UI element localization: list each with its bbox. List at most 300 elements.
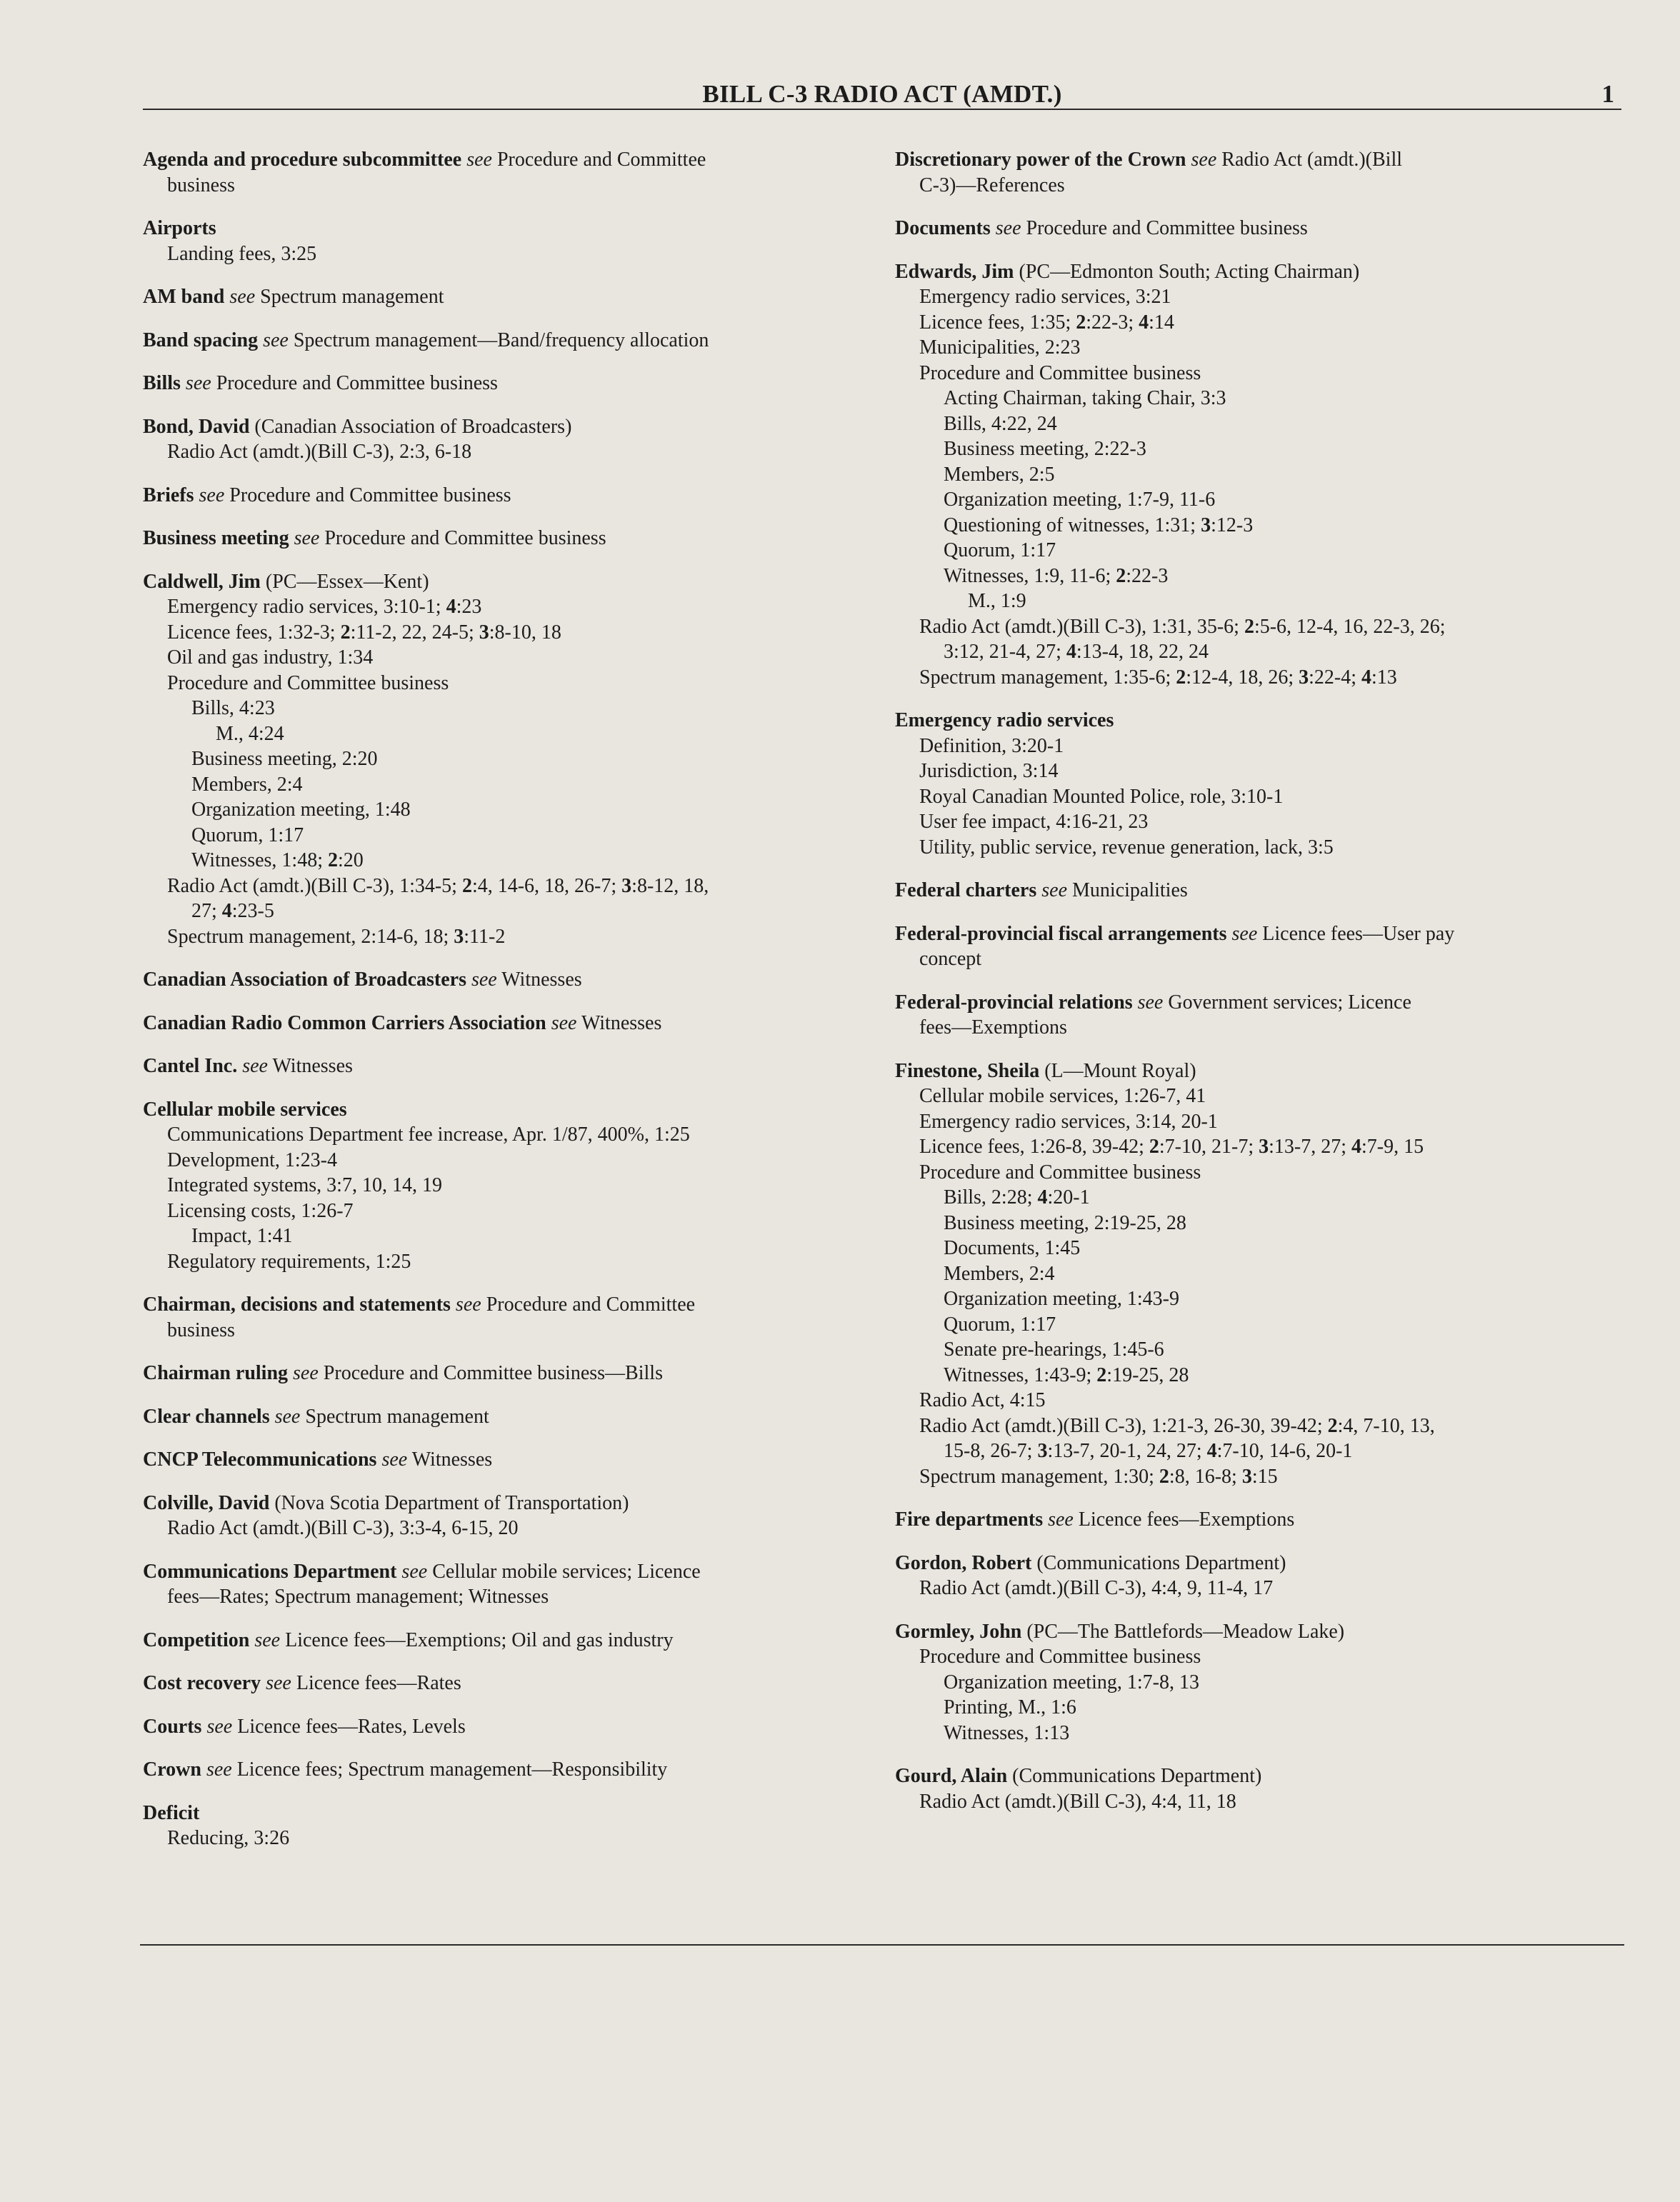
entry-text: Landing fees, 3:25 — [167, 242, 317, 265]
entry-text: Witnesses — [407, 1448, 493, 1471]
entry-text: 2 — [1244, 615, 1254, 638]
entry-text: Reducing, 3:26 — [167, 1827, 290, 1849]
see-reference: see — [229, 286, 256, 308]
entry-text: Printing, M., 1:6 — [944, 1696, 1076, 1718]
entry-text: Royal Canadian Mounted Police, role, 3:10-1 — [919, 785, 1284, 808]
entry-text: Radio Act (amdt.)(Bill C-3), 3:3-4, 6-15, 20 — [167, 1517, 519, 1539]
entry-text: Licence fees—Rates, Levels — [232, 1715, 466, 1738]
entry-text: 3 — [1299, 666, 1309, 689]
entry-text: Canadian Radio Common Carriers Association — [143, 1011, 546, 1034]
entry-text: Radio Act (amdt.)(Bill — [1216, 149, 1403, 171]
entry-text: Cellular mobile services; Licence — [427, 1560, 701, 1583]
see-reference: see — [401, 1560, 428, 1583]
footer-rule — [140, 1944, 1624, 1946]
entry-text: Licence fees, 1:35; — [919, 311, 1076, 334]
entry-text: Municipalities — [1067, 879, 1188, 901]
entry-text: :11-2, 22, 24-5; — [350, 621, 479, 644]
entry-text: Utility, public service, revenue generation, lack, 3:5 — [919, 836, 1334, 859]
index-heading — [895, 1059, 1624, 1084]
entry-text: :22-4; — [1309, 666, 1362, 689]
entry-text: Business meeting, 2:22-3 — [944, 438, 1146, 460]
index-subentry — [895, 1236, 1624, 1261]
index-subentry — [143, 439, 879, 465]
entry-text: :4, 7-10, 13, — [1337, 1414, 1435, 1437]
index-subentry — [895, 1464, 1624, 1490]
index-subentry — [143, 823, 879, 849]
entry-text: Procedure and Committee business — [224, 484, 511, 506]
entry-text: (Nova Scotia Department of Transportation) — [269, 1491, 629, 1514]
entry-text: Federal charters — [895, 879, 1037, 901]
entry-text: Federal-provincial fiscal arrangements — [895, 922, 1227, 945]
entry-text: M., 1:9 — [968, 590, 1026, 612]
index-entry — [143, 1447, 879, 1473]
entry-text: :20 — [337, 849, 364, 871]
entry-text: :13 — [1371, 666, 1397, 689]
index-entry — [143, 1757, 879, 1783]
index-entry — [143, 1714, 879, 1740]
entry-text: 2 — [461, 874, 472, 897]
index-entry — [895, 1763, 1624, 1814]
index-heading — [143, 483, 879, 509]
index-subentry — [895, 411, 1624, 437]
index-column-left — [143, 147, 879, 1869]
entry-text: M., 4:24 — [216, 722, 284, 745]
entry-text: Radio Act (amdt.)(Bill C-3), 1:31, 35-6; — [919, 615, 1244, 638]
index-subentry — [895, 462, 1624, 488]
index-entry — [143, 483, 879, 509]
index-entry — [143, 569, 879, 950]
index-subentry — [143, 1318, 879, 1343]
index-entry — [895, 1507, 1624, 1533]
entry-text: 3 — [454, 925, 464, 948]
index-entry — [143, 1292, 879, 1343]
see-reference: see — [466, 149, 492, 171]
entry-text: Licence fees, 1:26-8, 39-42; — [919, 1136, 1149, 1158]
index-subentry — [895, 1695, 1624, 1721]
index-subentry — [143, 899, 879, 924]
entry-text: Emergency radio services, 3:10-1; — [167, 596, 446, 618]
index-heading — [895, 1619, 1624, 1645]
index-subentry — [895, 1015, 1624, 1041]
index-entry — [143, 526, 879, 551]
entry-text: Crown — [143, 1758, 201, 1781]
index-subentry — [143, 1826, 879, 1851]
entry-text: 3 — [1241, 1465, 1252, 1488]
entry-text: Cost recovery — [143, 1672, 261, 1694]
entry-text: 2 — [340, 621, 351, 644]
index-heading — [143, 569, 879, 595]
entry-text: :13-4, 18, 22, 24 — [1076, 641, 1209, 663]
index-subentry — [143, 696, 879, 721]
index-subentry — [143, 594, 879, 620]
entry-text: User fee impact, 4:16-21, 23 — [919, 811, 1149, 833]
entry-text — [289, 527, 294, 549]
entry-text: Quorum, 1:17 — [944, 539, 1056, 561]
index-subentry — [895, 1721, 1624, 1746]
entry-text: Licence fees; Spectrum management—Responsibility — [231, 1758, 668, 1781]
see-reference: see — [381, 1448, 408, 1471]
index-subentry — [143, 1173, 879, 1198]
index-entry — [143, 328, 879, 354]
entry-text: Procedure and Committee — [481, 1293, 696, 1316]
index-entry — [143, 1054, 879, 1079]
index-subentry — [143, 1148, 879, 1173]
index-subentry — [895, 1789, 1624, 1815]
entry-text: business — [167, 174, 235, 196]
entry-text: Radio Act (amdt.)(Bill C-3), 4:4, 11, 18 — [919, 1790, 1236, 1813]
entry-text: Radio Act (amdt.)(Bill C-3), 2:3, 6-18 — [167, 441, 472, 463]
index-heading — [143, 371, 879, 396]
index-subentry — [895, 1160, 1624, 1186]
entry-text — [546, 1012, 551, 1034]
index-entry — [143, 284, 879, 310]
index-subentry — [895, 1312, 1624, 1338]
index-entry — [895, 147, 1624, 198]
entry-text: Integrated systems, 3:7, 10, 14, 19 — [167, 1174, 442, 1196]
entry-text: (Communications Department) — [1031, 1551, 1286, 1574]
entry-text: :4, 14-6, 18, 26-7; — [471, 874, 622, 897]
entry-text: Deficit — [143, 1801, 200, 1824]
entry-text: 4 — [1066, 641, 1076, 663]
entry-text — [181, 372, 186, 394]
index-subentry — [895, 614, 1624, 640]
index-heading — [895, 216, 1624, 241]
index-subentry — [895, 665, 1624, 691]
index-heading — [895, 878, 1624, 904]
entry-text: :11-2 — [464, 925, 506, 948]
index-heading — [895, 708, 1624, 734]
index-subentry — [143, 241, 879, 267]
entry-text: 3 — [621, 874, 632, 897]
entry-text: :13-7, 27; — [1269, 1136, 1351, 1158]
entry-text: 2 — [1116, 564, 1126, 587]
entry-text: 4 — [221, 900, 232, 922]
entry-text: :7-10, 14-6, 20-1 — [1216, 1440, 1353, 1462]
entry-text: Spectrum management, 1:35-6; — [919, 666, 1176, 689]
index-heading — [143, 1559, 879, 1585]
entry-text: 3:12, 21-4, 27; — [944, 641, 1066, 663]
entry-text: 2 — [1327, 1414, 1338, 1437]
entry-text: (PC—Edmonton South; Acting Chairman) — [1014, 260, 1360, 283]
entry-text: Radio Act (amdt.)(Bill C-3), 4:4, 9, 11-4, 17 — [919, 1577, 1274, 1599]
entry-text: concept — [919, 948, 982, 970]
index-entry — [143, 1011, 879, 1036]
entry-text: Procedure and Committee — [491, 149, 706, 171]
entry-text — [270, 1406, 275, 1428]
index-subentry — [143, 645, 879, 671]
index-heading — [143, 1628, 879, 1653]
index-subentry — [895, 1413, 1624, 1439]
entry-text: Gormley, John — [895, 1620, 1022, 1643]
entry-text: :23-5 — [231, 900, 274, 922]
see-reference: see — [206, 1758, 232, 1781]
entry-text: Spectrum management—Band/frequency allocation — [288, 329, 709, 351]
entry-text: Witnesses — [576, 1011, 662, 1034]
entry-text: 2 — [1076, 311, 1086, 334]
entry-text: Chairman ruling — [143, 1362, 289, 1384]
entry-text: Business meeting — [143, 527, 289, 549]
entry-text: :22-3; — [1086, 311, 1139, 334]
entry-text: Licence fees—User pay — [1257, 922, 1455, 945]
entry-text: Organization meeting, 1:7-8, 13 — [944, 1671, 1199, 1693]
index-subentry — [895, 1261, 1624, 1287]
index-heading — [143, 1801, 879, 1826]
index-subentry — [143, 874, 879, 899]
entry-text: 4 — [1206, 1440, 1217, 1462]
entry-text: Licence fees—Exemptions; Oil and gas industry — [280, 1628, 674, 1651]
index-subentry — [895, 1109, 1624, 1135]
entry-text: Procedure and Committee business — [211, 372, 498, 394]
running-header — [143, 80, 1621, 116]
entry-text: Witnesses, 1:48; — [191, 849, 328, 871]
index-subentry — [143, 1223, 879, 1249]
index-entry — [143, 1097, 879, 1275]
index-heading — [143, 414, 879, 440]
entry-text: :14 — [1149, 311, 1174, 334]
entry-text: :12-4, 18, 26; — [1186, 666, 1299, 689]
entry-text: :22-3 — [1126, 564, 1169, 587]
entry-text: Cellular mobile services, 1:26-7, 41 — [919, 1085, 1206, 1107]
index-heading — [143, 1491, 879, 1516]
entry-text — [194, 484, 199, 506]
index-subentry — [143, 1122, 879, 1148]
entry-text: Finestone, Sheila — [895, 1059, 1040, 1082]
index-entry — [895, 1619, 1624, 1746]
entry-text — [466, 969, 471, 991]
entry-text: Communications Department fee increase, Apr. 1/87, 400%, 1:25 — [167, 1123, 690, 1146]
index-subentry — [895, 835, 1624, 861]
index-subentry — [143, 772, 879, 798]
see-reference: see — [995, 217, 1021, 239]
index-heading — [895, 147, 1624, 173]
index-entry — [143, 1491, 879, 1541]
entry-text: :15 — [1251, 1465, 1278, 1488]
index-entry — [895, 990, 1624, 1041]
entry-text: fees—Rates; Spectrum management; Witnesses — [167, 1586, 549, 1608]
index-entry — [143, 216, 879, 266]
index-heading — [143, 1292, 879, 1318]
entry-text: Spectrum management — [255, 286, 444, 308]
index-subentry — [143, 797, 879, 823]
index-heading — [143, 1671, 879, 1696]
index-subentry — [895, 784, 1624, 810]
index-entry — [895, 1551, 1624, 1601]
entry-text — [288, 1362, 293, 1384]
entry-text: Witnesses — [268, 1055, 353, 1077]
entry-text: 3 — [1259, 1136, 1269, 1158]
index-subentry — [895, 284, 1624, 310]
index-column-right — [895, 147, 1624, 1832]
index-subentry — [143, 746, 879, 772]
index-subentry — [895, 589, 1624, 614]
index-subentry — [895, 809, 1624, 835]
entry-text: Procedure and Committee business — [319, 527, 606, 549]
index-heading — [143, 526, 879, 551]
index-subentry — [895, 1670, 1624, 1696]
index-subentry — [143, 848, 879, 874]
see-reference: see — [274, 1405, 301, 1428]
entry-text: Witnesses, 1:9, 11-6; — [944, 564, 1116, 587]
entry-text: Canadian Association of Broadcasters — [143, 969, 466, 991]
index-subentry — [143, 1516, 879, 1541]
entry-text: Business meeting, 2:19-25, 28 — [944, 1211, 1186, 1234]
entry-text: (Canadian Association of Broadcasters) — [249, 415, 572, 438]
index-heading — [895, 1763, 1624, 1789]
index-heading — [143, 1054, 879, 1079]
index-entry — [895, 708, 1624, 860]
index-subentry — [895, 564, 1624, 589]
entry-text: :7-9, 15 — [1361, 1136, 1424, 1158]
index-subentry — [895, 1438, 1624, 1464]
entry-text: 15-8, 26-7; — [944, 1440, 1038, 1462]
index-entry — [143, 1628, 879, 1653]
index-entry — [143, 1559, 879, 1610]
index-subentry — [143, 721, 879, 747]
index-subentry — [143, 1198, 879, 1224]
entry-text: Government services; Licence — [1163, 991, 1411, 1014]
index-subentry — [895, 1644, 1624, 1670]
entry-text: Emergency radio services, 3:14, 20-1 — [919, 1110, 1218, 1133]
entry-text: :8-10, 18 — [489, 621, 561, 644]
entry-text: 27; — [191, 900, 222, 922]
index-subentry — [895, 1363, 1624, 1388]
entry-text: Organization meeting, 1:43-9 — [944, 1288, 1179, 1310]
entry-text: :19-25, 28 — [1106, 1363, 1189, 1386]
page-number: 1 — [1601, 80, 1614, 108]
see-reference: see — [266, 1672, 291, 1694]
index-heading — [143, 1714, 879, 1740]
index-entry — [895, 878, 1624, 904]
entry-text: 4 — [446, 596, 456, 618]
index-subentry — [895, 734, 1624, 759]
entry-text — [1186, 149, 1191, 171]
index-subentry — [895, 538, 1624, 564]
entry-text: Bills, 4:22, 24 — [944, 412, 1057, 435]
entry-text: Spectrum management, 2:14-6, 18; — [167, 925, 454, 948]
see-reference: see — [1191, 149, 1217, 171]
entry-text: Members, 2:4 — [191, 773, 303, 796]
index-subentry — [895, 513, 1624, 539]
index-heading — [895, 1551, 1624, 1576]
entry-text: Quorum, 1:17 — [944, 1313, 1056, 1336]
index-heading — [895, 1507, 1624, 1533]
entry-text: Agenda and procedure subcommittee — [143, 149, 462, 171]
entry-text: Documents — [895, 217, 991, 239]
index-entry — [143, 1801, 879, 1851]
index-subentry — [143, 173, 879, 199]
entry-text: Spectrum management — [300, 1405, 489, 1428]
index-heading — [143, 147, 879, 173]
page-title: BILL C-3 RADIO ACT (AMDT.) — [702, 80, 1062, 108]
entry-text: Fire departments — [895, 1508, 1044, 1531]
index-entry — [895, 216, 1624, 241]
entry-text: Gordon, Robert — [895, 1551, 1032, 1574]
index-entry — [143, 967, 879, 993]
index-heading — [143, 216, 879, 241]
index-subentry — [895, 386, 1624, 411]
index-subentry — [895, 487, 1624, 513]
entry-text: (PC—The Battlefords—Meadow Lake) — [1021, 1620, 1345, 1643]
see-reference: see — [293, 1362, 319, 1384]
entry-text: Acting Chairman, taking Chair, 3:3 — [944, 387, 1226, 409]
entry-text: Caldwell, Jim — [143, 570, 261, 593]
entry-text: Courts — [143, 1715, 202, 1738]
entry-text: Jurisdiction, 3:14 — [919, 760, 1059, 782]
entry-text: Licence fees—Exemptions — [1073, 1508, 1295, 1531]
index-heading — [143, 328, 879, 354]
see-reference: see — [185, 372, 211, 394]
entry-text: Emergency radio services, 3:21 — [919, 286, 1171, 308]
entry-text: Band spacing — [143, 329, 259, 351]
entry-text: Organization meeting, 1:7-9, 11-6 — [944, 489, 1216, 511]
entry-text: Radio Act, 4:15 — [919, 1389, 1046, 1411]
index-entry — [143, 1404, 879, 1430]
entry-text — [1133, 991, 1138, 1014]
entry-text: Business meeting, 2:20 — [191, 748, 378, 770]
entry-text: Cantel Inc. — [143, 1055, 238, 1077]
entry-text: C-3)—References — [919, 174, 1065, 196]
header-rule — [143, 109, 1621, 110]
entry-text: Procedure and Committee business — [919, 361, 1201, 384]
index-heading — [143, 284, 879, 310]
see-reference: see — [1048, 1508, 1074, 1531]
index-subentry — [143, 671, 879, 696]
entry-text: (PC—Essex—Kent) — [260, 570, 429, 593]
index-heading — [143, 1757, 879, 1783]
entry-text: Gourd, Alain — [895, 1765, 1008, 1787]
entry-text: :13-7, 20-1, 24, 27; — [1047, 1440, 1207, 1462]
index-subentry — [895, 436, 1624, 462]
entry-text: :8-12, 18, — [631, 874, 709, 897]
entry-text: Radio Act (amdt.)(Bill C-3), 1:34-5; — [167, 874, 462, 897]
index-heading — [895, 990, 1624, 1016]
entry-text: 3 — [479, 621, 489, 644]
entry-text: Cellular mobile services — [143, 1098, 347, 1121]
entry-text: Emergency radio services — [895, 709, 1114, 731]
index-heading — [143, 1097, 879, 1123]
index-subentry — [895, 759, 1624, 784]
index-heading — [143, 1404, 879, 1430]
entry-text: Licence fees—Rates — [291, 1672, 461, 1694]
entry-text: Oil and gas industry, 1:34 — [167, 646, 374, 669]
entry-text: 3 — [1201, 514, 1211, 536]
entry-text: business — [167, 1318, 235, 1341]
entry-text: Discretionary power of the Crown — [895, 149, 1186, 171]
index-entry — [143, 371, 879, 396]
entry-text: Impact, 1:41 — [191, 1225, 293, 1247]
entry-text: 3 — [1037, 1440, 1048, 1462]
see-reference: see — [199, 484, 225, 506]
entry-text: Radio Act (amdt.)(Bill C-3), 1:21-3, 26-30, 39-42; — [919, 1414, 1328, 1437]
entry-text: Procedure and Committee business—Bills — [318, 1362, 663, 1384]
see-reference: see — [242, 1055, 268, 1077]
entry-text: (Communications Department) — [1007, 1765, 1262, 1787]
entry-text: :7-10, 21-7; — [1159, 1136, 1259, 1158]
entry-text: :8, 16-8; — [1169, 1465, 1242, 1488]
index-subentry — [895, 361, 1624, 386]
index-heading — [143, 1447, 879, 1473]
index-subentry — [895, 310, 1624, 336]
entry-text: :23 — [456, 596, 482, 618]
see-reference: see — [263, 329, 289, 351]
entry-text — [1227, 923, 1232, 945]
entry-text: Procedure and Committee business — [167, 671, 449, 694]
entry-text: Senate pre-hearings, 1:45-6 — [944, 1338, 1164, 1361]
index-subentry — [895, 946, 1624, 972]
entry-text: 2 — [1149, 1136, 1159, 1158]
entry-text: :12-3 — [1211, 514, 1254, 536]
see-reference: see — [551, 1011, 577, 1034]
